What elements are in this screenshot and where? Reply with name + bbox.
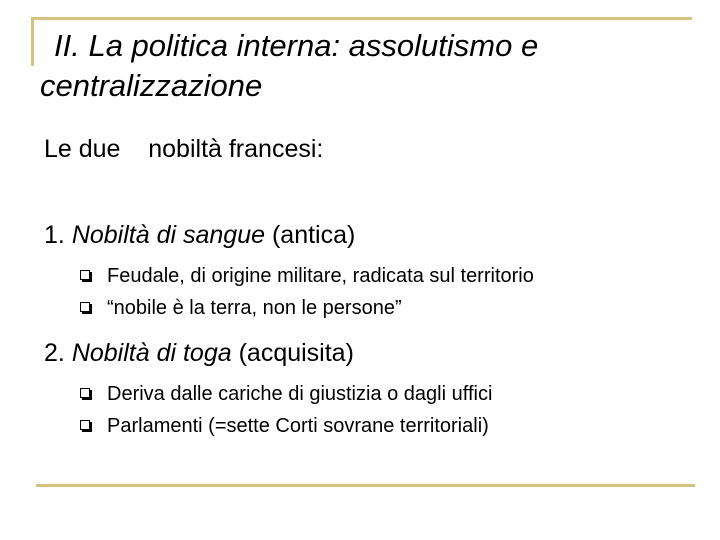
section-number: 2. [44,339,65,367]
checkbox-bullet-icon [80,420,90,430]
bullet-list-1 [80,260,534,324]
section-qualifier: (antica) [271,221,356,249]
frame-left-rule [31,17,34,66]
slide-title [40,26,690,106]
list-item [80,292,534,324]
frame-bottom-rule [36,484,695,487]
section-heading-1 [44,219,355,251]
list-item [80,260,534,292]
section-term: Nobiltà di toga [71,339,232,367]
section-qualifier: (acquisita) [238,339,354,367]
section-number: 1. [44,221,65,249]
bullet-list-2 [80,378,492,442]
title-line-2: centralizzazione [40,68,263,103]
subtitle: Le due nobiltà francesi: [44,135,324,163]
section-heading-2 [44,337,354,369]
list-item [80,410,492,442]
checkbox-bullet-icon [80,388,90,398]
section-term: Nobiltà di sangue [71,221,266,249]
frame-top-rule [31,17,692,20]
title-line-1: II. La politica interna: assolutismo e [54,28,539,63]
bullet-text: Deriva dalle cariche di giustizia o dagli uffici [107,383,493,405]
list-item [80,378,492,410]
bullet-text: Feudale, di origine militare, radicata sul territorio [107,265,534,287]
bullet-text: Parlamenti (=sette Corti sovrane territoriali) [107,415,489,437]
checkbox-bullet-icon [80,302,90,312]
bullet-text: “nobile è la terra, non le persone” [107,297,402,319]
checkbox-bullet-icon [80,270,90,280]
